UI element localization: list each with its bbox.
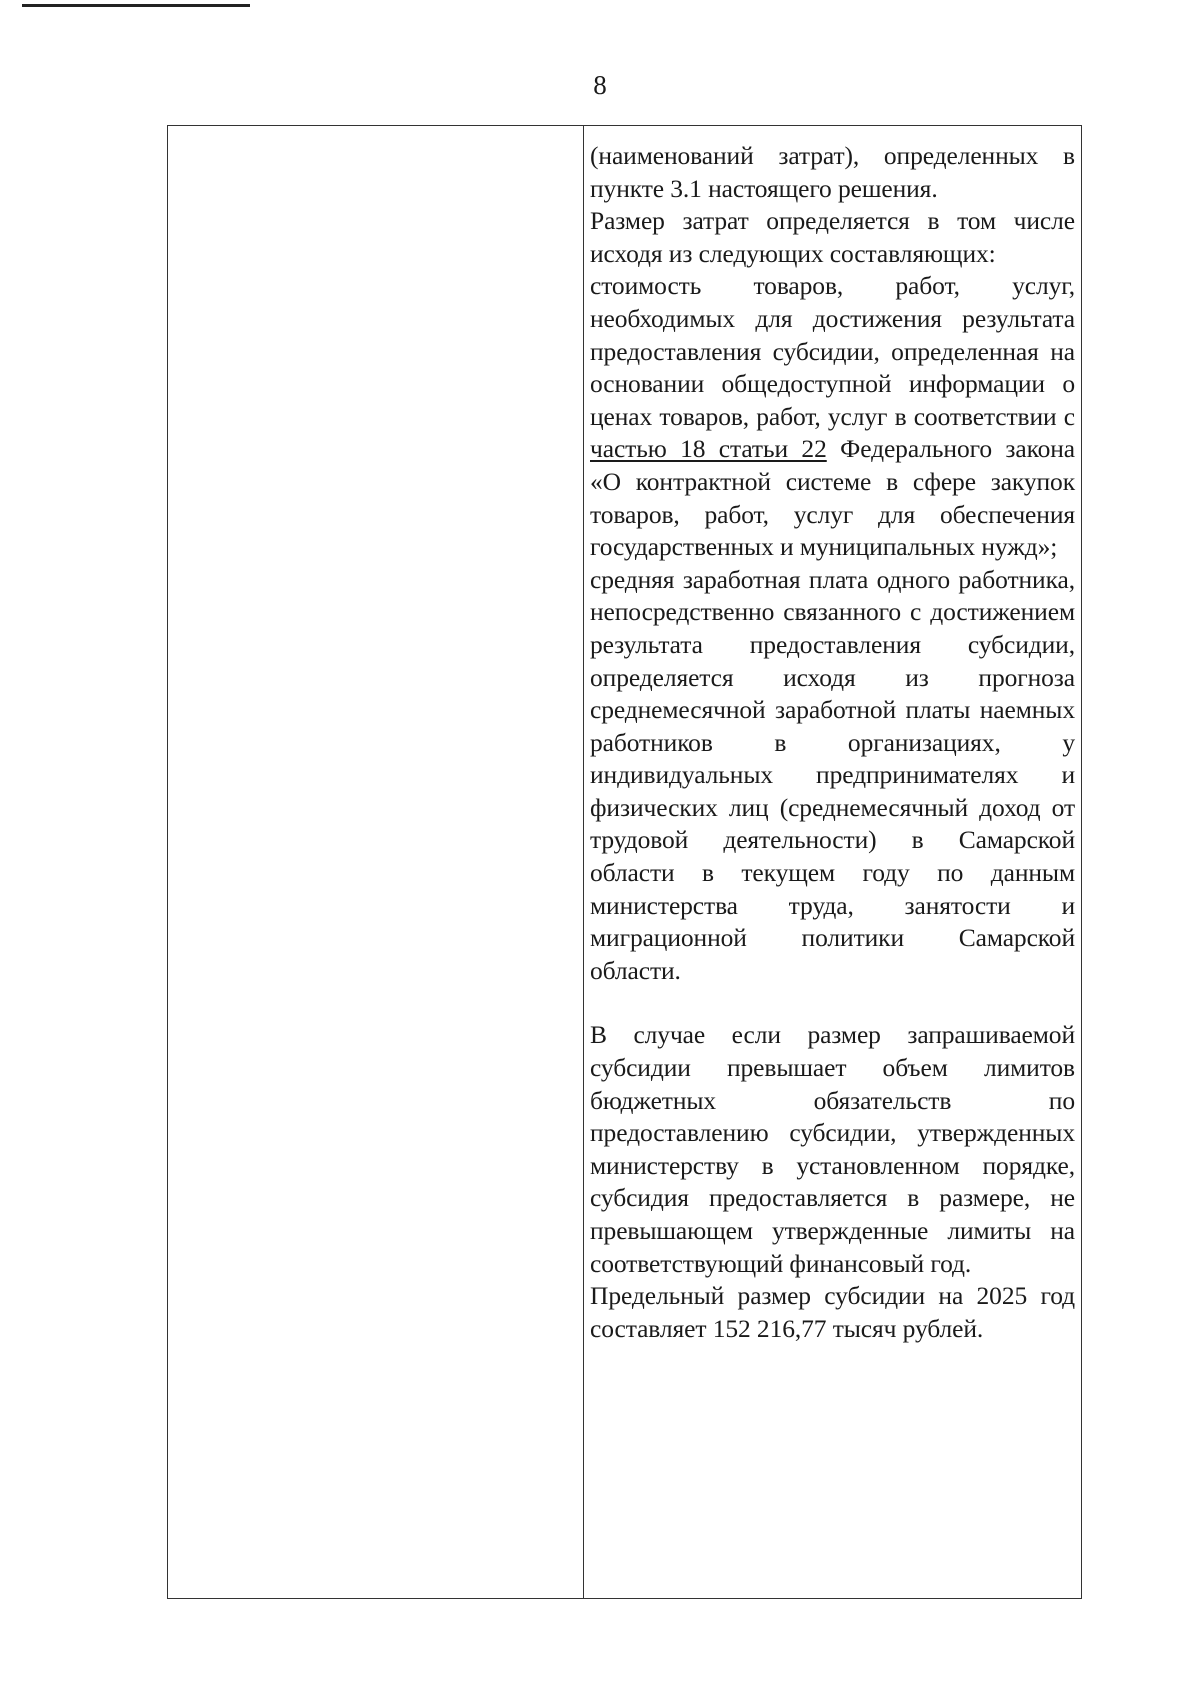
goods-cost-text-end: Федерального закона «О контрактной системе в сфере закупок товаров, работ, услуг для обеспечения государственных и муниципальных нужд»; <box>590 434 1075 562</box>
scan-edge-mark <box>22 4 250 7</box>
paragraph-max-subsidy: Предельный размер субсидии на 2025 год составляет 152 216,77 тысяч рублей. <box>590 1281 1075 1343</box>
table-right-cell <box>584 126 1081 1598</box>
table-left-cell <box>168 126 584 1598</box>
paragraph-cost-components-intro: Размер затрат определяется в том числе исходя из следующих составляющих: <box>590 206 1075 268</box>
goods-cost-text-start: стоимость товаров, работ, услуг, необходимых для достижения результата предоставления субсидии, определенная на основании общедоступной информации о ценах товаров, работ, услуг в соответствии с <box>590 271 1075 431</box>
page-number: 8 <box>593 70 607 100</box>
paragraph-cost-items: (наименований затрат), определенных в пункте 3.1 настоящего решения. <box>590 141 1075 203</box>
paragraph-average-salary: средняя заработная плата одного работника, непосредственно связанного с достижением результата предоставления субсидии, определяется исходя из прогноза среднемесячной заработной платы наемных работников в организациях, у индивидуальных предпринимателях и физических лиц (среднемесячный доход от трудовой деятельности) в Самарской области в текущем году по данным министерства труда, занятости и миграционной политики Самарской области. <box>590 564 1075 985</box>
paragraph-subsidy-limits: В случае если размер запрашиваемой субсидии превышает объем лимитов бюджетных обязательств по предоставлению субсидии, утвержденных министерству в установленном порядке, субсидия предоставляется в размере, не превышающем утвержденные лимиты на соответствующий финансовый год. <box>590 1020 1075 1278</box>
paragraph-gap <box>590 987 1075 1019</box>
law-reference-link[interactable]: частью 18 статьи 22 <box>590 434 827 464</box>
paragraph-goods-cost <box>590 270 1075 563</box>
document-table <box>167 125 1082 1599</box>
